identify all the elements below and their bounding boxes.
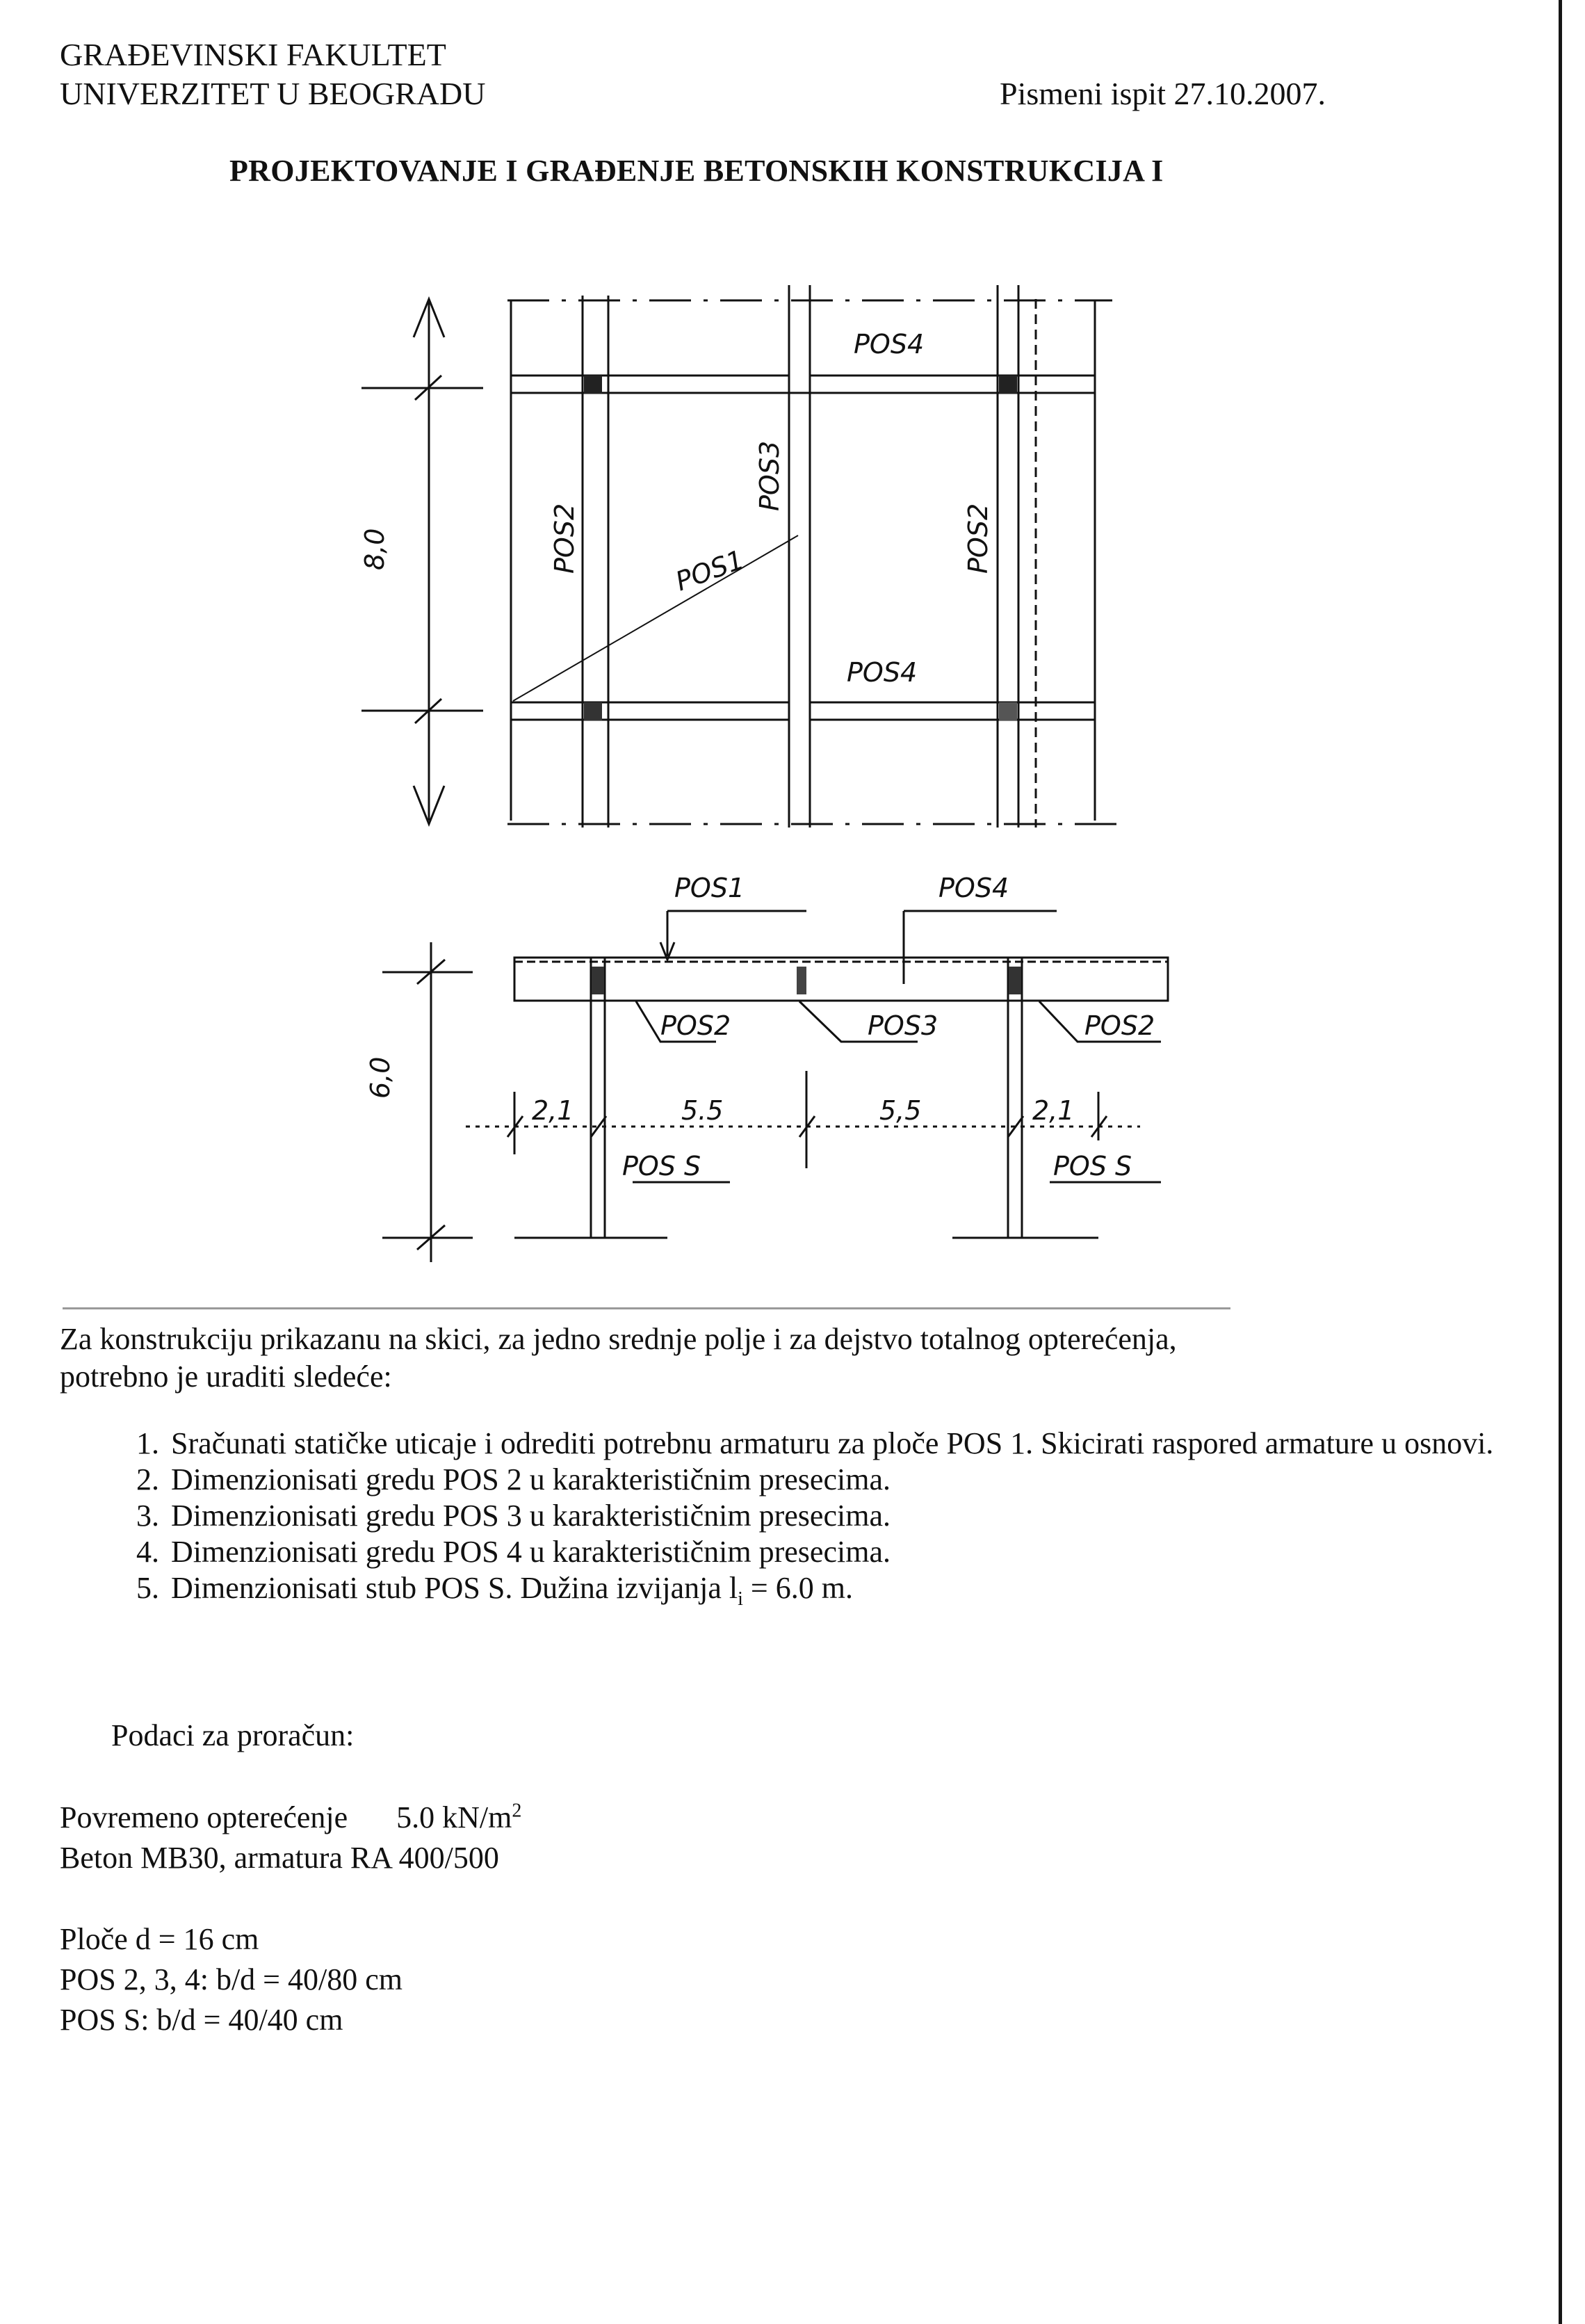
load-exponent: 2 bbox=[512, 1800, 522, 1822]
intro-line-1: Za konstrukciju prikazanu na skici, za jedno srednje polje i za dejstvo totalnog opterećenja, bbox=[60, 1322, 1177, 1356]
university-name: UNIVERZITET U BEOGRADU bbox=[60, 76, 486, 111]
section-slab bbox=[514, 958, 1168, 1001]
exam-date: Pismeni ispit 27.10.2007. bbox=[1000, 76, 1326, 111]
plan-column-1 bbox=[584, 376, 602, 394]
section-label-pos-s-left: POS S bbox=[622, 1151, 701, 1181]
plan-column-2 bbox=[999, 376, 1017, 394]
load-row bbox=[60, 1798, 521, 1838]
plan-label-pos4-mid: POS4 bbox=[847, 657, 918, 688]
column-dimensions: POS S: b/d = 40/40 cm bbox=[60, 2003, 343, 2037]
material-row: Beton MB30, armatura RA 400/500 bbox=[60, 1841, 499, 1875]
plan-label-pos4-top: POS4 bbox=[854, 329, 925, 360]
section-dim-2: 5.5 bbox=[681, 1095, 724, 1126]
data-block-2 bbox=[60, 1919, 403, 2040]
slab-thickness: Ploče d = 16 cm bbox=[60, 1922, 259, 1956]
plan-column-4 bbox=[999, 702, 1017, 720]
divider bbox=[63, 1307, 1230, 1309]
section-dim-1: 2,1 bbox=[532, 1095, 574, 1126]
section-label-pos2-left: POS2 bbox=[660, 1010, 731, 1041]
task-item-4: 4. Dimenzionisati gredu POS 4 u karakterističnim presecima. bbox=[167, 1534, 1529, 1570]
intro-line-2: potrebno je uraditi sledeće: bbox=[60, 1359, 392, 1394]
section-label-pos2-right: POS2 bbox=[1084, 1010, 1155, 1041]
task-item-2: 2. Dimenzionisati gredu POS 2 u karakterističnim presecima. bbox=[167, 1462, 1529, 1498]
page-title: PROJEKTOVANJE I GRAĐENJE BETONSKIH KONSTRUKCIJA I bbox=[229, 154, 1164, 188]
section-label-pos3: POS3 bbox=[868, 1010, 938, 1041]
task-item-5 bbox=[167, 1570, 1529, 1610]
plan-label-pos2-left: POS2 bbox=[549, 503, 580, 574]
load-label: Povremeno opterećenje bbox=[60, 1800, 348, 1834]
load-value: 5.0 kN/m bbox=[396, 1800, 512, 1834]
section-height-label: 6,0 bbox=[365, 1056, 396, 1099]
task-5-subscript: i bbox=[738, 1588, 743, 1610]
section-beam-pos3 bbox=[797, 967, 806, 994]
task-5-value: = 6.0 m. bbox=[742, 1571, 853, 1605]
plan-label-pos1: POS1 bbox=[672, 544, 749, 597]
section-label-pos4: POS4 bbox=[938, 873, 1009, 903]
task-list bbox=[111, 1426, 1529, 1610]
task-item-1: 1. Sračunati statičke uticaje i odrediti potrebnu armaturu za ploče POS 1. Skicirati raspored armature u osnovi. bbox=[167, 1426, 1529, 1462]
floor-plan-drawing bbox=[348, 271, 1154, 862]
section-dim-4: 2,1 bbox=[1032, 1095, 1075, 1126]
plan-column-3 bbox=[584, 702, 602, 720]
faculty-name: GRAĐEVINSKI FAKULTET bbox=[60, 37, 446, 72]
section-label-pos-s-right: POS S bbox=[1053, 1151, 1132, 1181]
plan-label-pos3: POS3 bbox=[754, 440, 785, 511]
task-5-text: Dimenzionisati stub POS S. Dužina izvijanja l bbox=[171, 1571, 738, 1605]
scan-edge bbox=[1559, 0, 1562, 2324]
task-item-3: 3. Dimenzionisati gredu POS 3 u karakterističnim presecima. bbox=[167, 1498, 1529, 1534]
beam-dimensions: POS 2, 3, 4: b/d = 40/80 cm bbox=[60, 1962, 403, 1996]
section-column-head-right bbox=[1009, 967, 1021, 994]
data-block-1 bbox=[60, 1798, 521, 1878]
section-column-head-left bbox=[592, 967, 604, 994]
section-dim-3: 5,5 bbox=[879, 1095, 922, 1126]
section-label-pos1: POS1 bbox=[674, 873, 745, 903]
cross-section-drawing bbox=[361, 862, 1196, 1293]
plan-label-pos2-right: POS2 bbox=[963, 503, 993, 574]
data-heading: Podaci za proračun: bbox=[111, 1718, 355, 1752]
plan-span-label: 8,0 bbox=[359, 528, 390, 570]
